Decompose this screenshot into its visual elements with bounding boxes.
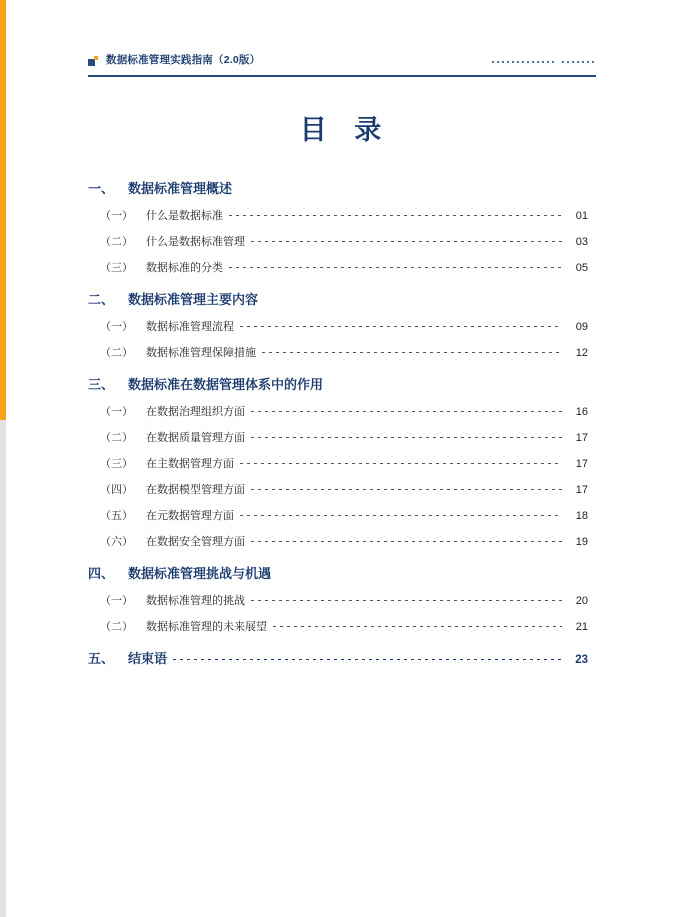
toc-entry[interactable] — [88, 618, 588, 634]
toc-entry-number: （三） — [100, 262, 133, 274]
toc-entry-label: 在数据治理组织方面 — [146, 406, 245, 418]
toc-entry-label: 在数据模型管理方面 — [146, 484, 245, 496]
toc-entry-label: 数据标准管理保障措施 — [146, 347, 256, 359]
toc-entry[interactable] — [88, 481, 588, 497]
toc-entry-label: 什么是数据标准 — [146, 210, 223, 222]
toc-entry[interactable] — [88, 507, 588, 523]
toc-leader-dots — [240, 463, 562, 464]
toc-entry[interactable] — [88, 533, 588, 549]
toc-leader-dots — [240, 515, 562, 516]
toc-entry-page-number: 16 — [575, 406, 588, 418]
toc-entry-number: （二） — [100, 621, 133, 633]
toc-entry-page-number: 19 — [575, 536, 588, 548]
toc-entry[interactable] — [88, 344, 588, 360]
toc-entry-label: 数据标准管理流程 — [146, 321, 234, 333]
toc-entry-number: 四、 — [88, 566, 115, 581]
toc-entry-label: 数据标准的分类 — [146, 262, 223, 274]
toc-entry[interactable] — [88, 289, 588, 308]
toc-entry-label: 在数据质量管理方面 — [146, 432, 245, 444]
toc-entry-page-number: 21 — [575, 621, 588, 633]
toc-entry-page-number: 18 — [575, 510, 588, 522]
toc-entry[interactable] — [88, 178, 588, 197]
toc-entry[interactable] — [88, 233, 588, 249]
toc-entry[interactable] — [88, 648, 588, 667]
toc-entry-page-number: 17 — [575, 458, 588, 470]
toc-entry-number: （一） — [100, 321, 133, 333]
toc-entry-label: 在主数据管理方面 — [146, 458, 234, 470]
toc-entry-number: （三） — [100, 458, 133, 470]
toc-entry-page-number: 23 — [575, 654, 588, 666]
toc-entry-page-number: 12 — [575, 347, 588, 359]
table-of-contents — [88, 178, 588, 673]
toc-leader-dots — [273, 626, 562, 627]
toc-entry-number: 三、 — [88, 377, 115, 392]
header-logo-icon — [88, 56, 99, 67]
header-decorative-dots — [476, 59, 596, 65]
toc-entry-page-number: 03 — [575, 236, 588, 248]
toc-entry-label: 在数据安全管理方面 — [146, 536, 245, 548]
toc-entry-number: （六） — [100, 536, 133, 548]
toc-entry[interactable] — [88, 563, 588, 582]
toc-entry-number: 五、 — [88, 651, 115, 666]
toc-entry-number: （二） — [100, 347, 133, 359]
toc-leader-dots — [229, 267, 562, 268]
toc-entry-label: 数据标准管理挑战与机遇 — [128, 566, 272, 581]
toc-leader-dots — [229, 215, 562, 216]
toc-entry-number: （一） — [100, 406, 133, 418]
toc-entry-page-number: 09 — [575, 321, 588, 333]
toc-entry[interactable] — [88, 318, 588, 334]
toc-leader-dots — [251, 541, 562, 542]
toc-leader-dots — [262, 352, 562, 353]
toc-entry-number: （四） — [100, 484, 133, 496]
toc-leader-dots — [251, 411, 562, 412]
header-divider — [88, 75, 596, 77]
toc-entry-number: （一） — [100, 210, 133, 222]
toc-entry-label: 什么是数据标准管理 — [146, 236, 245, 248]
toc-entry-label: 数据标准管理概述 — [128, 181, 233, 196]
toc-entry-number: （一） — [100, 595, 133, 607]
header-title: 数据标准管理实践指南（2.0版） — [106, 54, 261, 66]
toc-leader-dots — [240, 326, 562, 327]
toc-entry-page-number: 17 — [575, 432, 588, 444]
toc-entry[interactable] — [88, 455, 588, 471]
page-title: 目 录 — [299, 115, 392, 145]
toc-entry-label: 在元数据管理方面 — [146, 510, 234, 522]
toc-leader-dots — [173, 659, 562, 660]
toc-entry-page-number: 01 — [575, 210, 588, 222]
running-header — [88, 52, 596, 74]
toc-entry[interactable] — [88, 207, 588, 223]
toc-entry-number: （二） — [100, 236, 133, 248]
toc-entry-label: 结束语 — [128, 651, 168, 666]
toc-entry[interactable] — [88, 592, 588, 608]
header-dot-line-long — [492, 61, 554, 63]
toc-entry-label: 数据标准在数据管理体系中的作用 — [128, 377, 324, 392]
toc-leader-dots — [251, 241, 562, 242]
toc-entry-number: 一、 — [88, 181, 115, 196]
toc-entry[interactable] — [88, 403, 588, 419]
toc-entry[interactable] — [88, 259, 588, 275]
toc-entry-page-number: 20 — [575, 595, 588, 607]
toc-entry-page-number: 05 — [575, 262, 588, 274]
toc-entry-label: 数据标准管理的挑战 — [146, 595, 245, 607]
toc-entry[interactable] — [88, 429, 588, 445]
toc-leader-dots — [251, 437, 562, 438]
toc-entry-label: 数据标准管理主要内容 — [128, 292, 259, 307]
toc-entry-label: 数据标准管理的未来展望 — [146, 621, 267, 633]
toc-entry-number: （二） — [100, 432, 133, 444]
toc-entry-page-number: 17 — [575, 484, 588, 496]
toc-leader-dots — [251, 489, 562, 490]
toc-entry-number: 二、 — [88, 292, 115, 307]
toc-entry-number: （五） — [100, 510, 133, 522]
toc-leader-dots — [251, 600, 562, 601]
toc-entry[interactable] — [88, 374, 588, 393]
header-dot-line-short — [562, 61, 596, 63]
